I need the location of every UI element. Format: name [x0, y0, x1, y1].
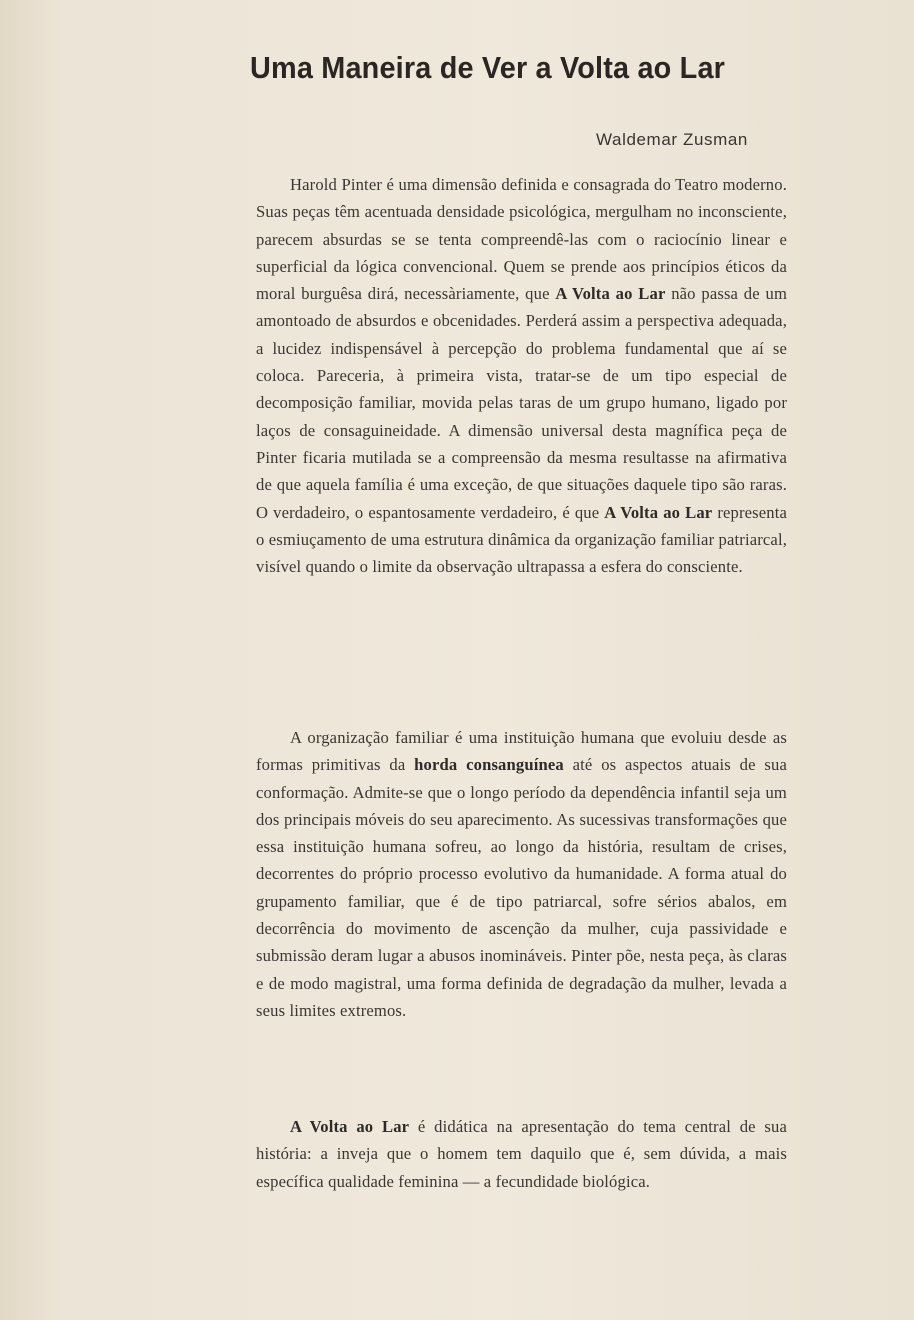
- text-segment: não passa de um amontoado de absurdos e obcenidades. Perderá assim a perspectiva adequada, a lucidez indispensável à percepção do problema fundamental que aí se coloca. Pareceria, à primeira vista, tratar-se de um tipo especial de decomposição familiar, movida pelas taras de um grupo humano, ligado por laços de consaguineidade. A dimensão universal desta magnífica peça de Pinter ficaria mutilada se a compreensão da mesma resultasse na afirmativa de que aquela família é uma exceção, de que situações daquele tipo são raras. O verdadeiro, o espantosamente verdadeiro, é que: [256, 284, 788, 522]
- article-author: Waldemar Zusman: [596, 130, 748, 149]
- text-segment: é didática na apresentação do tema central de sua história: a inveja que o homem tem daquilo que é, sem dúvida, a mais específica qualidade feminina — a fecundidade biológica.: [256, 1117, 787, 1191]
- text-segment: Harold Pinter é uma dimensão definida e consagrada do Teatro moderno. Suas peças têm acentuada densidade psicológica, mergulham no inconsciente, parecem absurdas se se tenta compreendê-las com o raciocínio linear e superficial da lógica convencional. Quem se prende aos princípios éticos da moral burguêsa dirá, necessàriamente, que: [256, 175, 787, 304]
- text-segment: até os aspectos atuais de sua conformação. Admite-se que o longo período da dependência infantil seja um dos principais móveis do seu aparecimento. As sucessivas transformações que essa instituição humana sofreu, ao longo da história, resultam de crises, decorrentes do próprio processo evolutivo da humanidade. A forma atual do grupamento familiar, que é de tipo patriarcal, sofre sérios abalos, em decorrência do movimento de ascenção da mulher, cuja passividade e submissão deram lugar a abusos inomináveis. Pinter põe, nesta peça, às claras e de modo magistral, uma forma definida de degradação da mulher, levada a seus limites extremos.: [256, 755, 787, 1020]
- play-title: A Volta ao Lar: [555, 284, 666, 304]
- text-segment: A organização familiar é uma instituição humana que evoluiu desde as formas primitivas da: [256, 728, 787, 775]
- paragraph-2: [256, 724, 787, 1024]
- paragraph-1: [256, 171, 787, 580]
- play-title: A Volta ao Lar: [290, 1117, 410, 1136]
- emphasis-term: horda consanguínea: [414, 755, 564, 775]
- play-title: A Volta ao Lar: [604, 502, 713, 522]
- text-segment: representa o esmiuçamento de uma estrutura dinâmica da organização familiar patriarcal, visível quando o limite da observação ultrapassa a esfera do consciente.: [256, 502, 787, 577]
- paragraph-3: [256, 1113, 787, 1195]
- article-title: Uma Maneira de Ver a Volta ao Lar: [250, 50, 726, 85]
